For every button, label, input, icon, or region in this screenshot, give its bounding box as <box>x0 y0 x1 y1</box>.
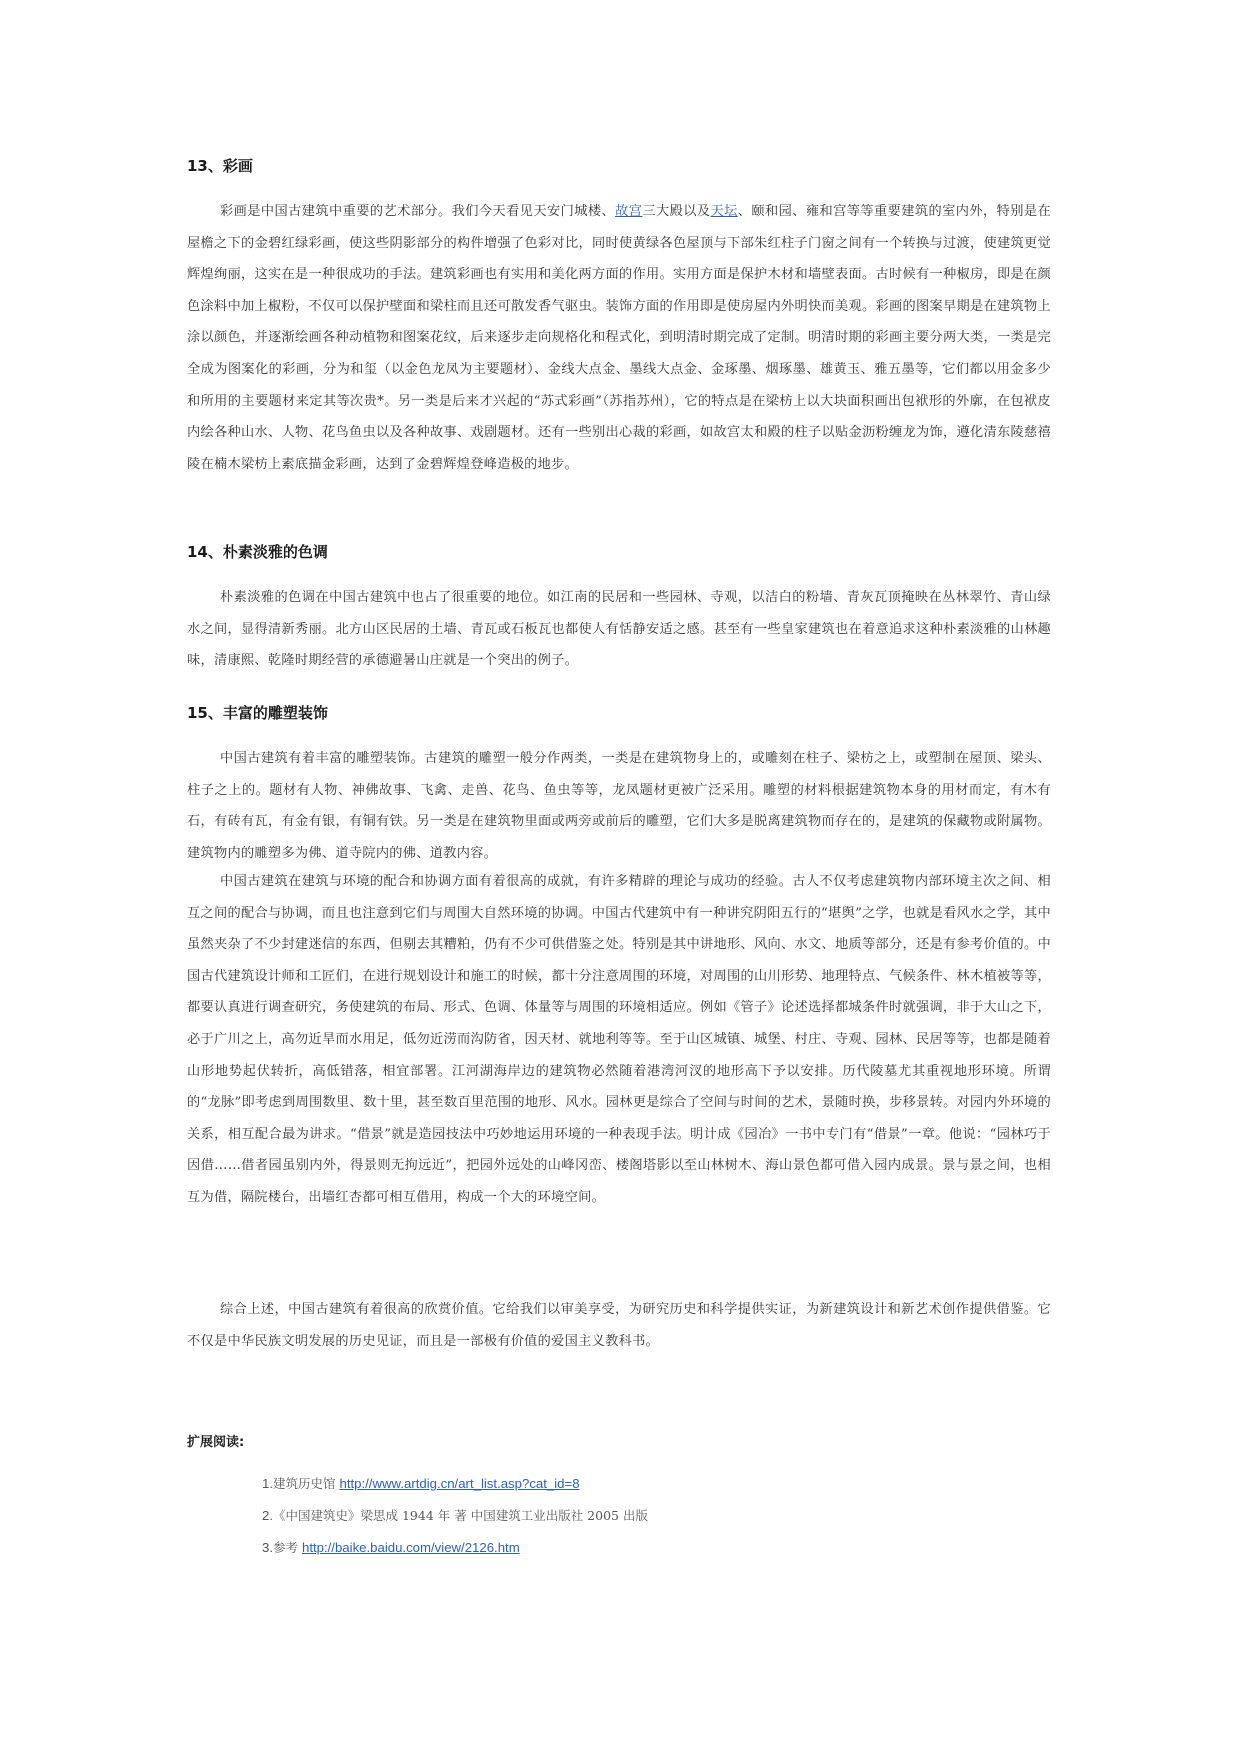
reference-item-3 <box>262 1539 520 1557</box>
section-13-paragraph <box>187 196 1051 480</box>
reference-number: 3. <box>262 1540 273 1555</box>
reference-text: 《中国建筑史》梁思成 1944 年 著 中国建筑工业出版社 2005 出版 <box>273 1508 648 1523</box>
reference-text: 参考 <box>273 1540 302 1555</box>
tiantan-link[interactable]: 天坛 <box>710 204 738 219</box>
summary-paragraph: 综合上述，中国古建筑有着很高的欣赏价值。它给我们以审美享受，为研究历史和科学提供实证，为新建筑设计和新艺术创作提供借鉴。它不仅是中华民族文明发展的历史见证，而且是一部极有价值的爱国主义教科书。 <box>187 1302 1051 1349</box>
reference-number: 2. <box>262 1508 273 1523</box>
baike-link[interactable]: http://baike.baidu.com/view/2126.htm <box>301 1540 520 1555</box>
section-14-paragraph: 朴素淡雅的色调在中国古建筑中也占了很重要的地位。如江南的民居和一些园林、寺观，以洁白的粉墙、青灰瓦顶掩映在丛林翠竹、青山绿水之间，显得清新秀丽。北方山区民居的土墙、青瓦或石板瓦也都使人有恬静安适之感。甚至有一些皇家建筑也在着意追求这种朴素淡雅的山林趣味，清康熙、乾隆时期经营的承德避暑山庄就是一个突出的例子。 <box>187 590 1051 669</box>
gugong-link[interactable]: 故宫 <box>615 204 643 219</box>
artdig-link[interactable]: http://www.artdig.cn/art_list.asp?cat_id=8 <box>339 1476 580 1491</box>
reference-item-2 <box>262 1507 648 1525</box>
section-13-text-b: 三大殿以及 <box>642 204 711 219</box>
section-15-heading: 15、丰富的雕塑装饰 <box>187 704 328 722</box>
section-15-paragraph-1: 中国古建筑有着丰富的雕塑装饰。古建筑的雕塑一般分作两类，一类是在建筑物身上的，或雕刻在柱子、梁枋之上，或塑制在屋顶、梁头、柱子之上的。题材有人物、神佛故事、飞禽、走兽、花鸟、鱼虫等等，龙凤题材更被广泛采用。雕塑的材料根据建筑物本身的用材而定，有木有石，有砖有瓦，有金有银，有铜有铁。另一类是在建筑物里面或两旁或前后的雕塑，它们大多是脱离建筑物而存在的，是建筑的保藏物或附属物。建筑物内的雕塑多为佛、道寺院内的佛、道教内容。 <box>187 751 1051 861</box>
reference-number: 1. <box>262 1476 273 1491</box>
section-13-text-a: 彩画是中国古建筑中重要的艺术部分。我们今天看见天安门城楼、 <box>220 204 616 219</box>
reference-item-1 <box>262 1475 580 1493</box>
reference-text: 建筑历史馆 <box>273 1476 340 1491</box>
section-13-heading: 13、彩画 <box>187 157 253 175</box>
section-15-paragraph-2: 中国古建筑在建筑与环境的配合和协调方面有着很高的成就，有许多精辟的理论与成功的经验。古人不仅考虑建筑物内部环境主次之间、相互之间的配合与协调，而且也注意到它们与周围大自然环境的协调。中国古代建筑中有一种讲究阴阳五行的“堪舆”之学，也就是看风水之学，其中虽然夹杂了不少封建迷信的东西，但剔去其糟粕，仍有不少可供借鉴之处。特别是其中讲地形、风向、水文、地质等部分，还是有参考价值的。中国古代建筑设计师和工匠们，在进行规划设计和施工的时候，都十分注意周围的环境，对周围的山川形势、地理特点、气候条件、林木植被等等，都要认真进行调查研究，务使建筑的布局、形式、色调、体量等与周围的环境相适应。例如《管子》论述选择都城条件时就强调，非于大山之下，必于广川之上，高勿近旱而水用足，低勿近涝而沟防省，因天材、就地利等等。至于山区城镇、城堡、村庄、寺观、园林、民居等等，也都是随着山形地势起伏转折，高低错落，相宜部署。江河湖海岸边的建筑物必然随着港湾河汊的地形高下予以安排。历代陵墓尤其重视地形环境。所谓的“龙脉”即考虑到周围数里、数十里，甚至数百里范围的地形、风水。园林更是综合了空间与时间的艺术，景随时换，步移景转。对园内外环境的关系，相互配合最为讲求。“借景”就是造园技法中巧妙地运用环境的一种表现手法。明计成《园冶》一书中专门有“借景”一章。他说：“园林巧于因借……借者园虽别内外，得景则无拘远近”，把园外远处的山峰冈峦、楼阁塔影以至山林树木、海山景色都可借入园内成景。景与景之间，也相互为借，隔院楼台，出墙红杏都可相互借用，构成一个大的环境空间。 <box>187 874 1051 1205</box>
section-13-text-c: 、颐和园、雍和宫等等重要建筑的室内外，特别是在屋檐之下的金碧红绿彩画，使这些阴影部分的构件增强了色彩对比，同时使黄绿各色屋顶与下部朱红柱子门窗之间有一个转换与过渡，使建筑更觉辉煌绚丽，这实在是一种很成功的手法。建筑彩画也有实用和美化两方面的作用。实用方面是保护木材和墙壁表面。古时候有一种椒房，即是在颜色涂料中加上椒粉，不仅可以保护壁面和梁柱而且还可散发香气驱虫。装饰方面的作用即是使房屋内外明快而美观。彩画的图案早期是在建筑物上涂以颜色，并逐渐绘画各种动植物和图案花纹，后来逐步走向规格化和程式化，到明清时期完成了定制。明清时期的彩画主要分两大类，一类是完全成为图案化的彩画，分为和玺（以金色龙凤为主要题材）、金线大点金、墨线大点金、金琢墨、烟琢墨、雄黄玉、雅五墨等，它们都以用金多少和所用的主要题材来定其等次贵*。另一类是后来才兴起的“苏式彩画”（苏指苏州），它的特点是在梁枋上以大块面积画出包袱形的外廓，在包袱皮内绘各种山水、人物、花鸟鱼虫以及各种故事、戏剧题材。还有一些别出心裁的彩画，如故宫太和殿的柱子以贴金沥粉缠龙为饰，遵化清东陵慈禧陵在楠木梁枋上素底描金彩画，达到了金碧辉煌登峰造极的地步。 <box>187 204 1051 472</box>
section-14-heading: 14、朴素淡雅的色调 <box>187 543 328 561</box>
extended-reading-heading: 扩展阅读: <box>187 1435 245 1450</box>
